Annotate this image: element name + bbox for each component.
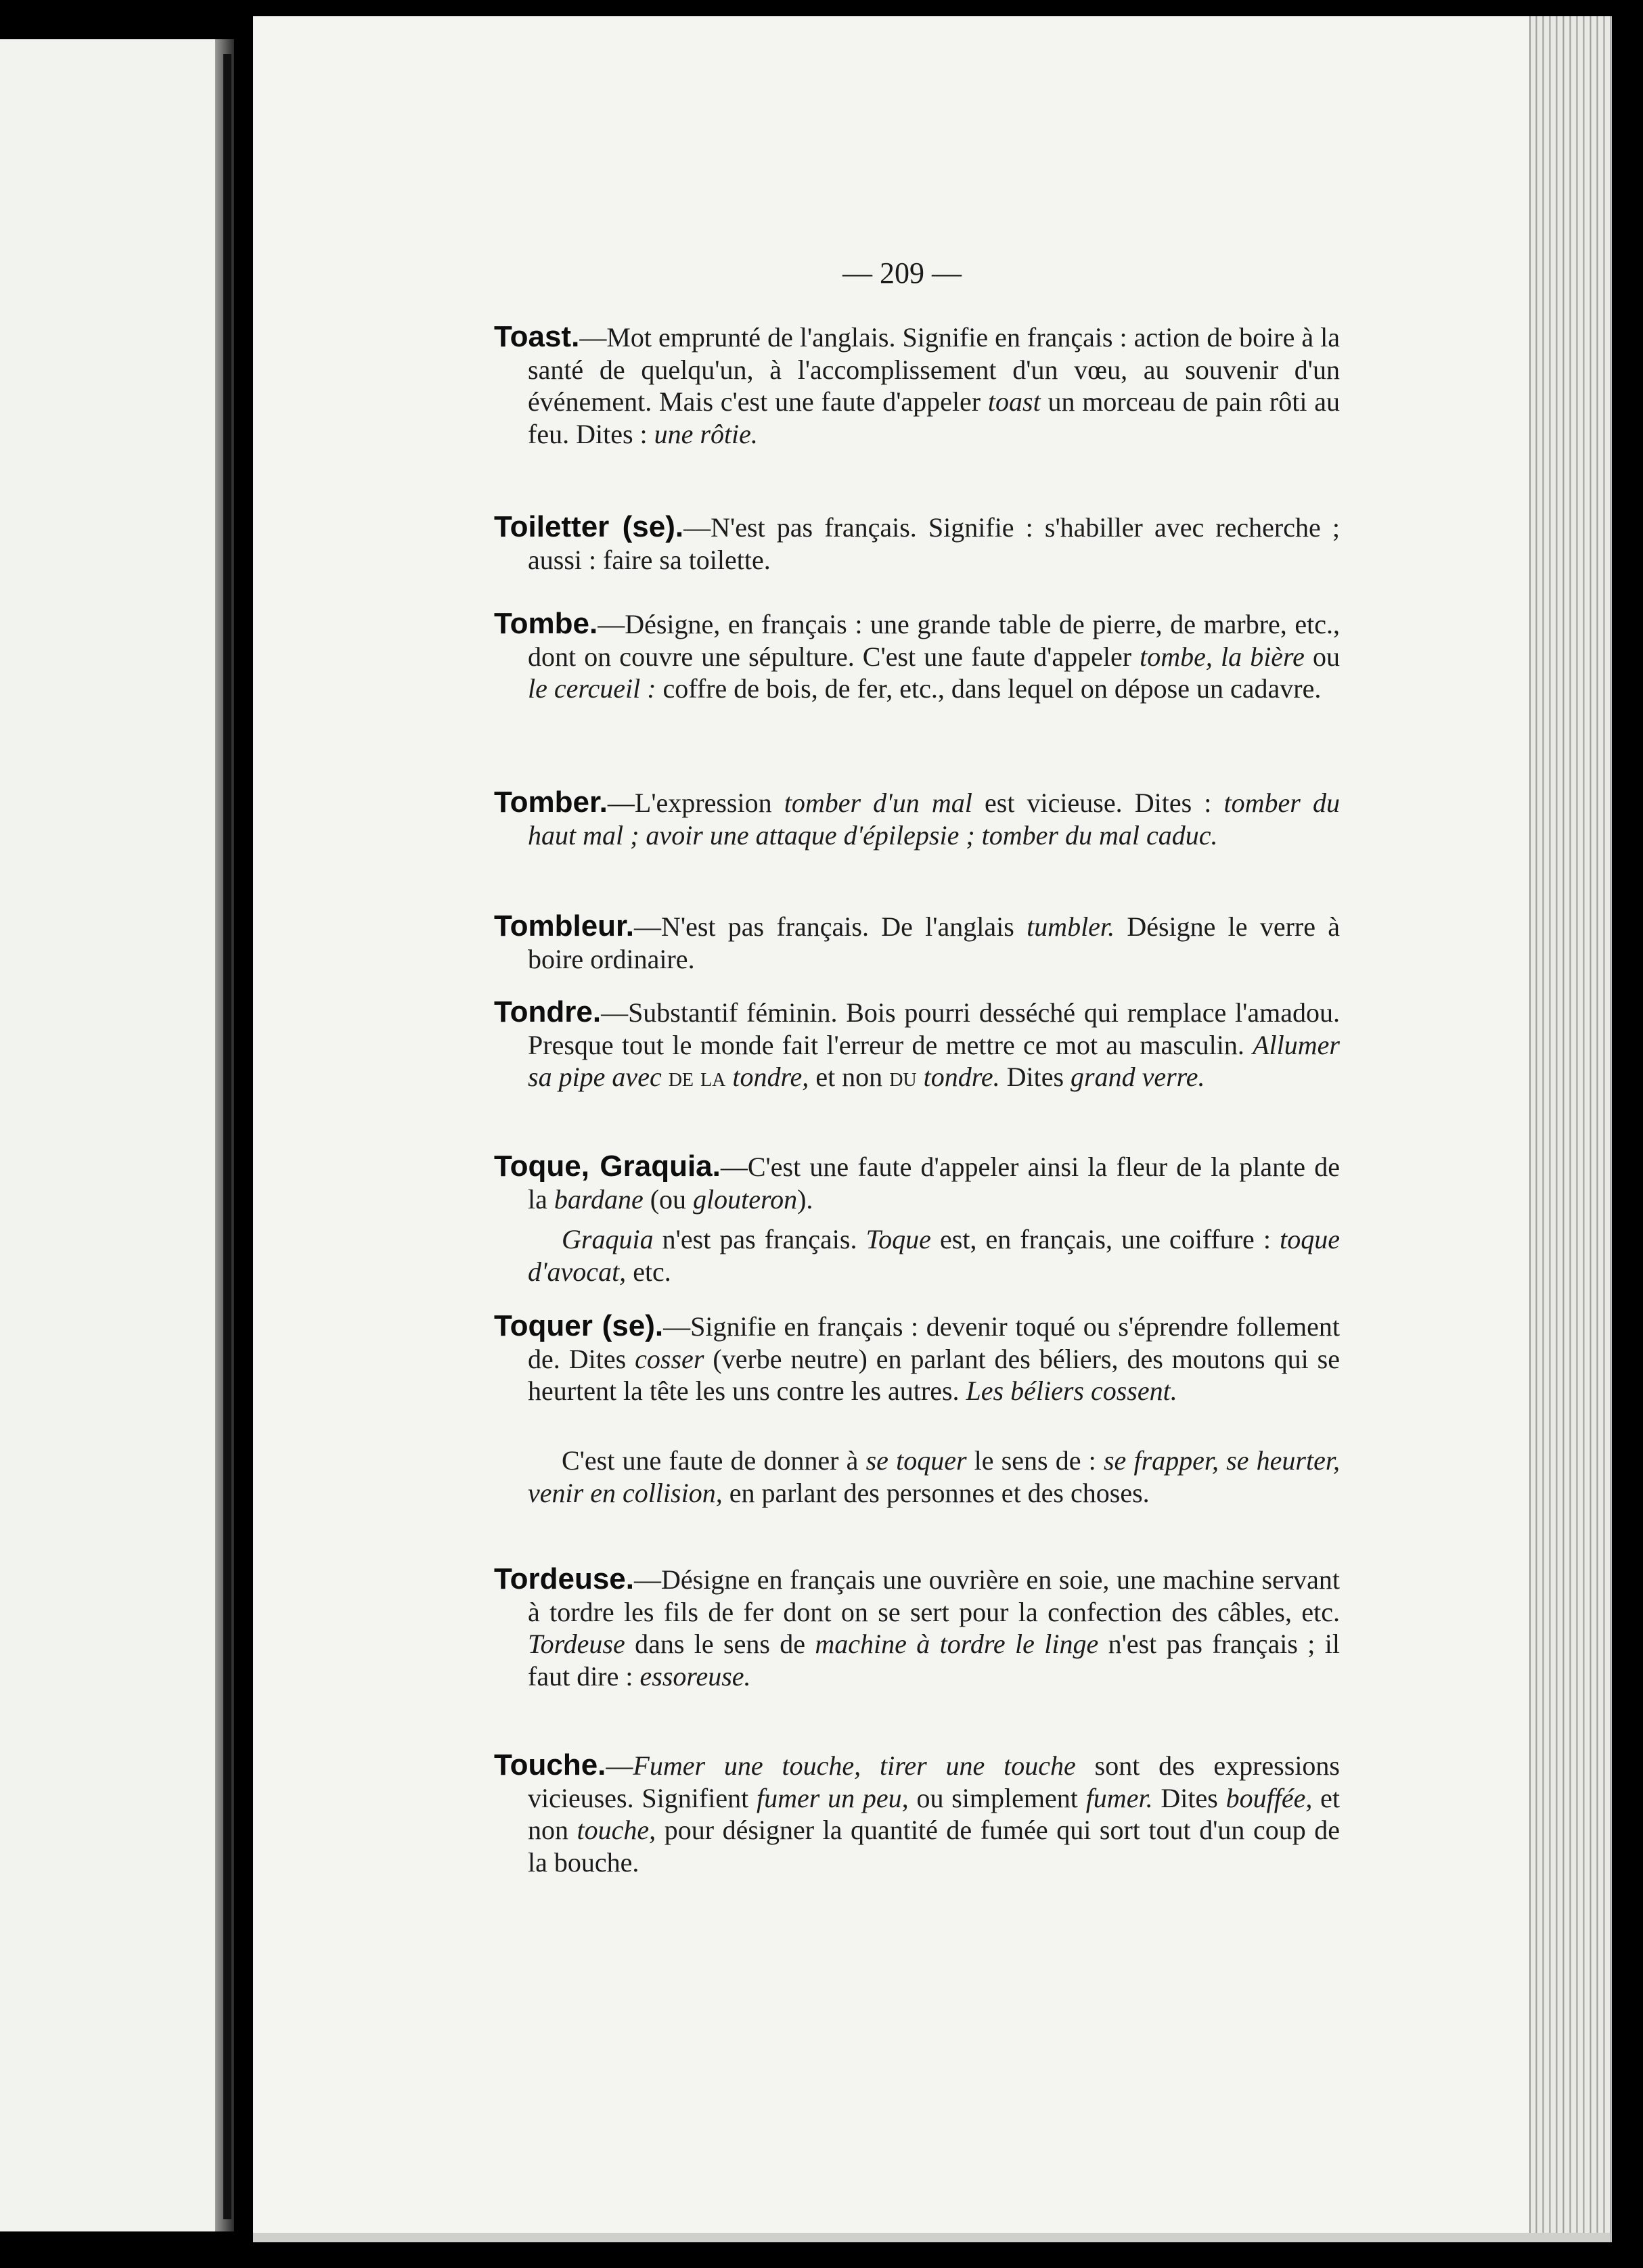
- text-run: coffre de bois, de fer, etc., dans lequel on dépose un cadavre.: [656, 673, 1322, 704]
- text-run: —: [606, 1750, 633, 1781]
- text-run: —N'est pas français. De l'anglais: [633, 911, 1027, 942]
- entry-text: [528, 609, 1340, 704]
- entry-text: [528, 911, 1340, 974]
- text-run: du: [889, 1062, 917, 1092]
- text-run: de la: [668, 1062, 726, 1092]
- left-page-edge: [223, 54, 231, 2219]
- page-edges: [1529, 16, 1612, 2242]
- entry-tombe: [494, 608, 1340, 705]
- text-run: cosser: [635, 1343, 704, 1374]
- text-run: et non: [528, 1782, 1341, 1845]
- text-run: ).: [797, 1183, 813, 1215]
- text-run: un morceau de pain rôti au feu. Dites :: [528, 386, 1340, 449]
- text-run: —Substantif féminin. Bois pourri desséché qui remplace l'amadou. Presque tout le monde fait l'erreur de mettre ce mot au masculin.: [528, 997, 1340, 1060]
- text-run: Allumer sa pipe avec: [528, 1029, 1340, 1092]
- text-run: Dites: [999, 1062, 1071, 1092]
- text-run: se frapper, se heurter, venir en collision,: [528, 1445, 1340, 1508]
- entry-toast: [494, 321, 1340, 450]
- text-run: Graquia: [562, 1224, 654, 1254]
- entry-tombleur: [494, 910, 1340, 975]
- entry-touche: [494, 1749, 1340, 1878]
- headword: Tombe.: [494, 607, 598, 640]
- text-run: Désigne le verre à boire ordinaire.: [528, 911, 1341, 974]
- text-run: est vicieuse. Dites :: [972, 788, 1224, 818]
- text-run: fumer un peu,: [756, 1782, 909, 1813]
- headword: Tombleur.: [494, 909, 634, 943]
- text-run: machine à tordre le linge: [815, 1629, 1099, 1659]
- paragraph-text: [528, 1445, 1340, 1508]
- text-run: Dites: [1152, 1782, 1226, 1813]
- text-run: —Mot emprunté de l'anglais. Signifie en français : action de boire à la santé de quelqu'un, à l'accomplissement d'un vœu, au souvenir d'un événement. Mais c'est une faute d'appeler: [528, 322, 1340, 417]
- text-run: essoreuse.: [639, 1660, 751, 1692]
- text-run: —Désigne, en français : une grande table de pierre, de marbre, etc., dont on couvre une sépulture. C'est une faute d'appeler: [528, 609, 1340, 672]
- text-run: bardane: [554, 1183, 644, 1215]
- text-run: glouteron: [693, 1183, 798, 1215]
- text-run: n'est pas français ; il faut dire :: [528, 1629, 1341, 1692]
- entry-text: [528, 322, 1340, 449]
- text-run: toque d'avocat,: [528, 1224, 1341, 1287]
- page-number: — 209 —: [842, 256, 962, 290]
- text-run: —Signifie en français : devenir toqué ou s'éprendre follement de. Dites: [528, 1311, 1341, 1374]
- headword: Touche.: [494, 1748, 606, 1782]
- text-run: le cercueil :: [528, 673, 656, 704]
- text-run: toast: [987, 386, 1041, 417]
- text-run: en parlant des personnes et des choses.: [722, 1477, 1150, 1508]
- entry-toque-graquia: [494, 1150, 1340, 1215]
- text-run: ou: [1304, 641, 1341, 672]
- text-run: tomber d'un mal: [784, 788, 972, 818]
- text-run: (ou: [643, 1183, 694, 1215]
- headword: Tordeuse.: [494, 1562, 635, 1595]
- text-run: bouffée,: [1225, 1782, 1313, 1813]
- entry-tordeuse: [494, 1563, 1340, 1692]
- text-run: Tordeuse: [528, 1629, 625, 1659]
- text-run: tondre,: [725, 1062, 809, 1092]
- entry-toquer: [494, 1310, 1340, 1407]
- text-run: C'est une faute de donner à: [562, 1445, 866, 1476]
- entry-tondre: [494, 996, 1340, 1093]
- headword: Toiletter (se).: [494, 510, 684, 543]
- left-page-fragment: [0, 39, 223, 2231]
- text-run: Toque: [865, 1224, 931, 1254]
- text-run: —L'expression: [607, 788, 784, 818]
- headword: Tomber.: [494, 786, 608, 819]
- text-run: —N'est pas français. Signifie : s'habiller avec recherche ; aussi : faire sa toilette.: [528, 512, 1340, 575]
- text-run: —C'est une faute d'appeler ainsi la fleur de la plante de la: [528, 1152, 1340, 1215]
- headword: Toast.: [494, 320, 580, 353]
- text-run: tumbler.: [1027, 911, 1115, 942]
- text-run: grand verre.: [1071, 1062, 1205, 1092]
- text-run: etc.: [626, 1256, 671, 1287]
- paragraph-graquia: [528, 1223, 1340, 1288]
- text-run: ou simplement: [908, 1782, 1086, 1813]
- text-run: se toquer: [865, 1445, 967, 1476]
- text-run: tombe, la bière: [1140, 641, 1305, 672]
- text-run: sont des expressions vicieuses. Signifient: [528, 1750, 1340, 1813]
- entry-text: [528, 997, 1340, 1092]
- paragraph-se-toquer: [528, 1445, 1340, 1509]
- entry-text: [528, 788, 1340, 850]
- headword: Toquer (se).: [494, 1309, 664, 1342]
- text-run: tondre.: [916, 1062, 1000, 1092]
- headword: Toque, Graquia.: [494, 1150, 721, 1183]
- text-run: Les béliers cossent.: [966, 1376, 1177, 1406]
- text-run: le sens de :: [966, 1445, 1104, 1476]
- text-run: dans le sens de: [625, 1629, 815, 1659]
- text-run: une rôtie.: [654, 418, 758, 449]
- text-run: pour désigner la quantité de fumée qui sort tout d'un coup de la bouche.: [528, 1815, 1340, 1878]
- entry-text: [528, 1564, 1340, 1692]
- text-run: touche,: [577, 1815, 656, 1845]
- text-run: —Désigne en français une ouvrière en soie, une machine servant à tordre les fils de fer dont on se sert pour la confection des câbles, etc.: [528, 1564, 1340, 1627]
- entry-text: [528, 1750, 1340, 1878]
- page-bottom-edge: [253, 2233, 1611, 2242]
- text-run: Fumer une touche, tirer une touche: [633, 1750, 1076, 1781]
- entry-toiletter: [494, 511, 1340, 576]
- text-run: (verbe neutre) en parlant des béliers, des moutons qui se heurtent la tête les uns contre les autres.: [528, 1343, 1340, 1406]
- text-run: et non: [809, 1062, 890, 1092]
- text-run: fumer.: [1085, 1782, 1153, 1813]
- text-run: tomber du haut mal ; avoir une attaque d'épilepsie ; tomber du mal caduc.: [528, 788, 1340, 850]
- text-run: est, en français, une coiffure :: [930, 1224, 1280, 1254]
- paragraph-text: [528, 1224, 1340, 1287]
- headword: Tondre.: [494, 995, 602, 1028]
- text-run: n'est pas français.: [653, 1224, 866, 1254]
- entry-tomber: [494, 786, 1340, 851]
